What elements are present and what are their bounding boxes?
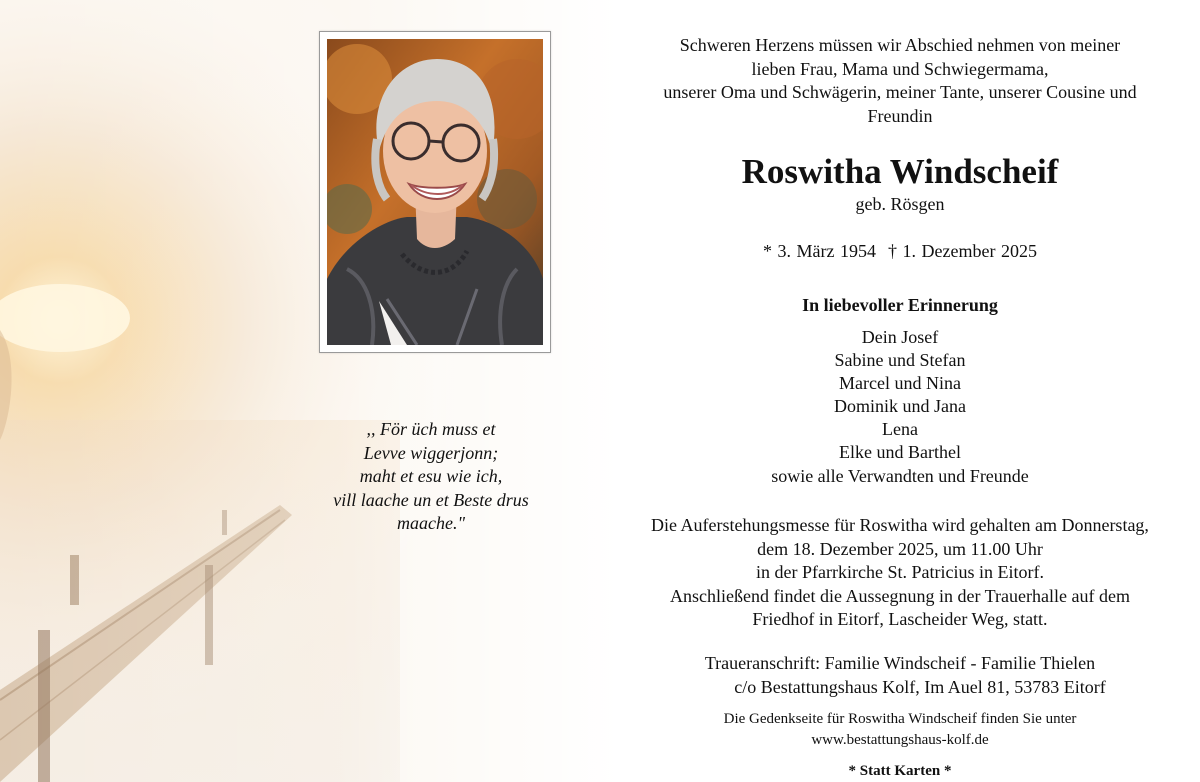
memorial-page-url[interactable]: www.bestattungshaus-kolf.de — [811, 732, 989, 748]
quote-line: ,, För üch muss et — [366, 419, 496, 439]
intro-text — [600, 34, 1200, 128]
intro-line: Schweren Herzens müssen wir Abschied nehmen von meiner — [679, 35, 1121, 55]
life-dates — [600, 240, 1200, 263]
mourning-address — [600, 652, 1200, 699]
service-info — [600, 514, 1200, 632]
service-line: Friedhof in Eitorf, Lascheider Weg, statt. — [752, 609, 1048, 629]
service-line: in der Pfarrkirche St. Patricius in Eitorf. — [756, 562, 1044, 582]
quote-block — [300, 418, 562, 536]
service-line: Die Auferstehungsmesse für Roswitha wird gehalten am Donnerstag, — [651, 515, 1149, 535]
portrait-frame — [319, 31, 551, 353]
family-member: Dominik und Jana — [834, 396, 966, 417]
birth-date: * 3. März 1954 — [763, 241, 877, 261]
birth-name: geb. Rösgen — [855, 194, 945, 214]
memorial-page-info — [600, 709, 1200, 751]
family-list — [600, 326, 1200, 488]
death-date: † 1. Dezember 2025 — [888, 241, 1037, 261]
memorial-page-text: Die Gedenkseite für Roswitha Windscheif finden Sie unter — [723, 711, 1077, 727]
service-line: Anschließend findet die Aussegnung in der Trauerhalle auf dem — [670, 585, 1130, 606]
family-member: sowie alle Verwandten und Freunde — [771, 465, 1029, 486]
intro-line: unserer Oma und Schwägerin, meiner Tante, unserer Cousine und — [663, 82, 1137, 102]
quote-line: maache." — [396, 513, 466, 533]
family-member: Elke und Barthel — [839, 442, 961, 463]
family-member: Dein Josef — [861, 327, 939, 347]
intro-line: lieben Frau, Mama und Schwiegermama, — [751, 58, 1049, 79]
address-line: c/o Bestattungshaus Kolf, Im Auel 81, 53783 Eitorf — [734, 676, 1106, 697]
quote-line: maht et esu wie ich, — [359, 466, 503, 486]
quote-line: Levve wiggerjonn; — [363, 442, 499, 463]
intro-line: Freundin — [867, 105, 933, 126]
address-line: Traueranschrift: Familie Windscheif - Familie Thielen — [704, 653, 1096, 673]
quote-line: vill laache un et Beste drus — [333, 489, 529, 510]
memory-heading: In liebevoller Erinnerung — [802, 295, 998, 315]
family-member: Sabine und Stefan — [834, 350, 966, 371]
family-member: Marcel und Nina — [839, 373, 961, 394]
deceased-name: Roswitha Windscheif — [741, 152, 1059, 191]
portrait-photo — [327, 39, 543, 345]
statt-karten-note: * Statt Karten * — [848, 763, 952, 779]
family-member: Lena — [882, 419, 918, 440]
service-line: dem 18. Dezember 2025, um 11.00 Uhr — [757, 538, 1043, 559]
